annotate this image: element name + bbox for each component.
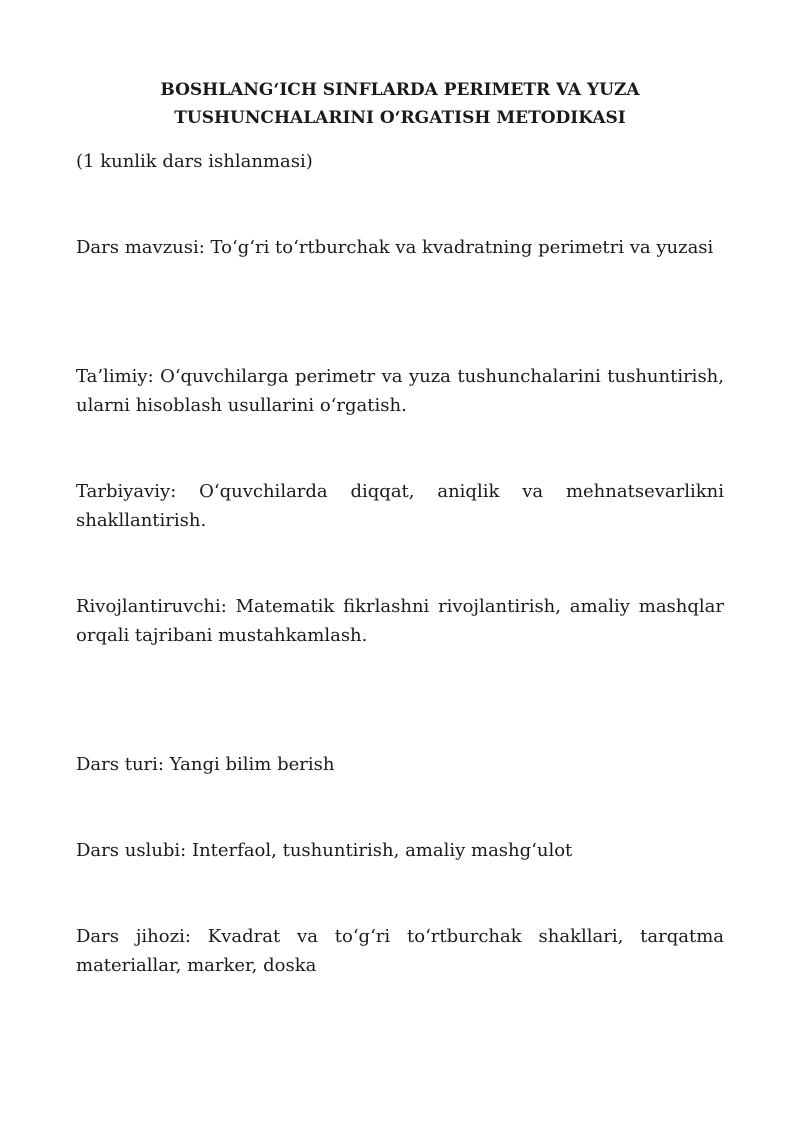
lesson-type: Dars turi: Yangi bilim berish xyxy=(76,754,335,775)
lesson-plan-subtitle: (1 kunlik dars ishlanmasi) xyxy=(76,151,313,172)
lesson-equipment: Dars jihozi: Kvadrat va to‘g‘ri to‘rtburchak shakllari, tarqatma materiallar, marker, doska xyxy=(76,926,724,976)
document-title xyxy=(76,76,724,132)
educational-goal: Ta’limiy: O‘quvchilarga perimetr va yuza tushunchalarini tushuntirish, ularni hisoblash usullarini o‘rgatish. xyxy=(76,366,724,416)
upbringing-goal: Tarbiyaviy: O‘quvchilarda diqqat, aniqlik va mehnatsevarlikni shakllantirish. xyxy=(76,481,724,531)
title-line-2: TUSHUNCHALARINI O‘RGATISH METODIKASI xyxy=(174,108,626,128)
lesson-method: Dars uslubi: Interfaol, tushuntirish, amaliy mashg‘ulot xyxy=(76,840,573,861)
title-line-1: BOSHLANG‘ICH SINFLARDA PERIMETR VA YUZA xyxy=(160,80,640,100)
developmental-goal: Rivojlantiruvchi: Matematik fikrlashni rivojlantirish, amaliy mashqlar orqali tajribani mustahkamlash. xyxy=(76,596,724,646)
lesson-topic: Dars mavzusi: To‘g‘ri to‘rtburchak va kvadratning perimetri va yuzasi xyxy=(76,237,714,258)
